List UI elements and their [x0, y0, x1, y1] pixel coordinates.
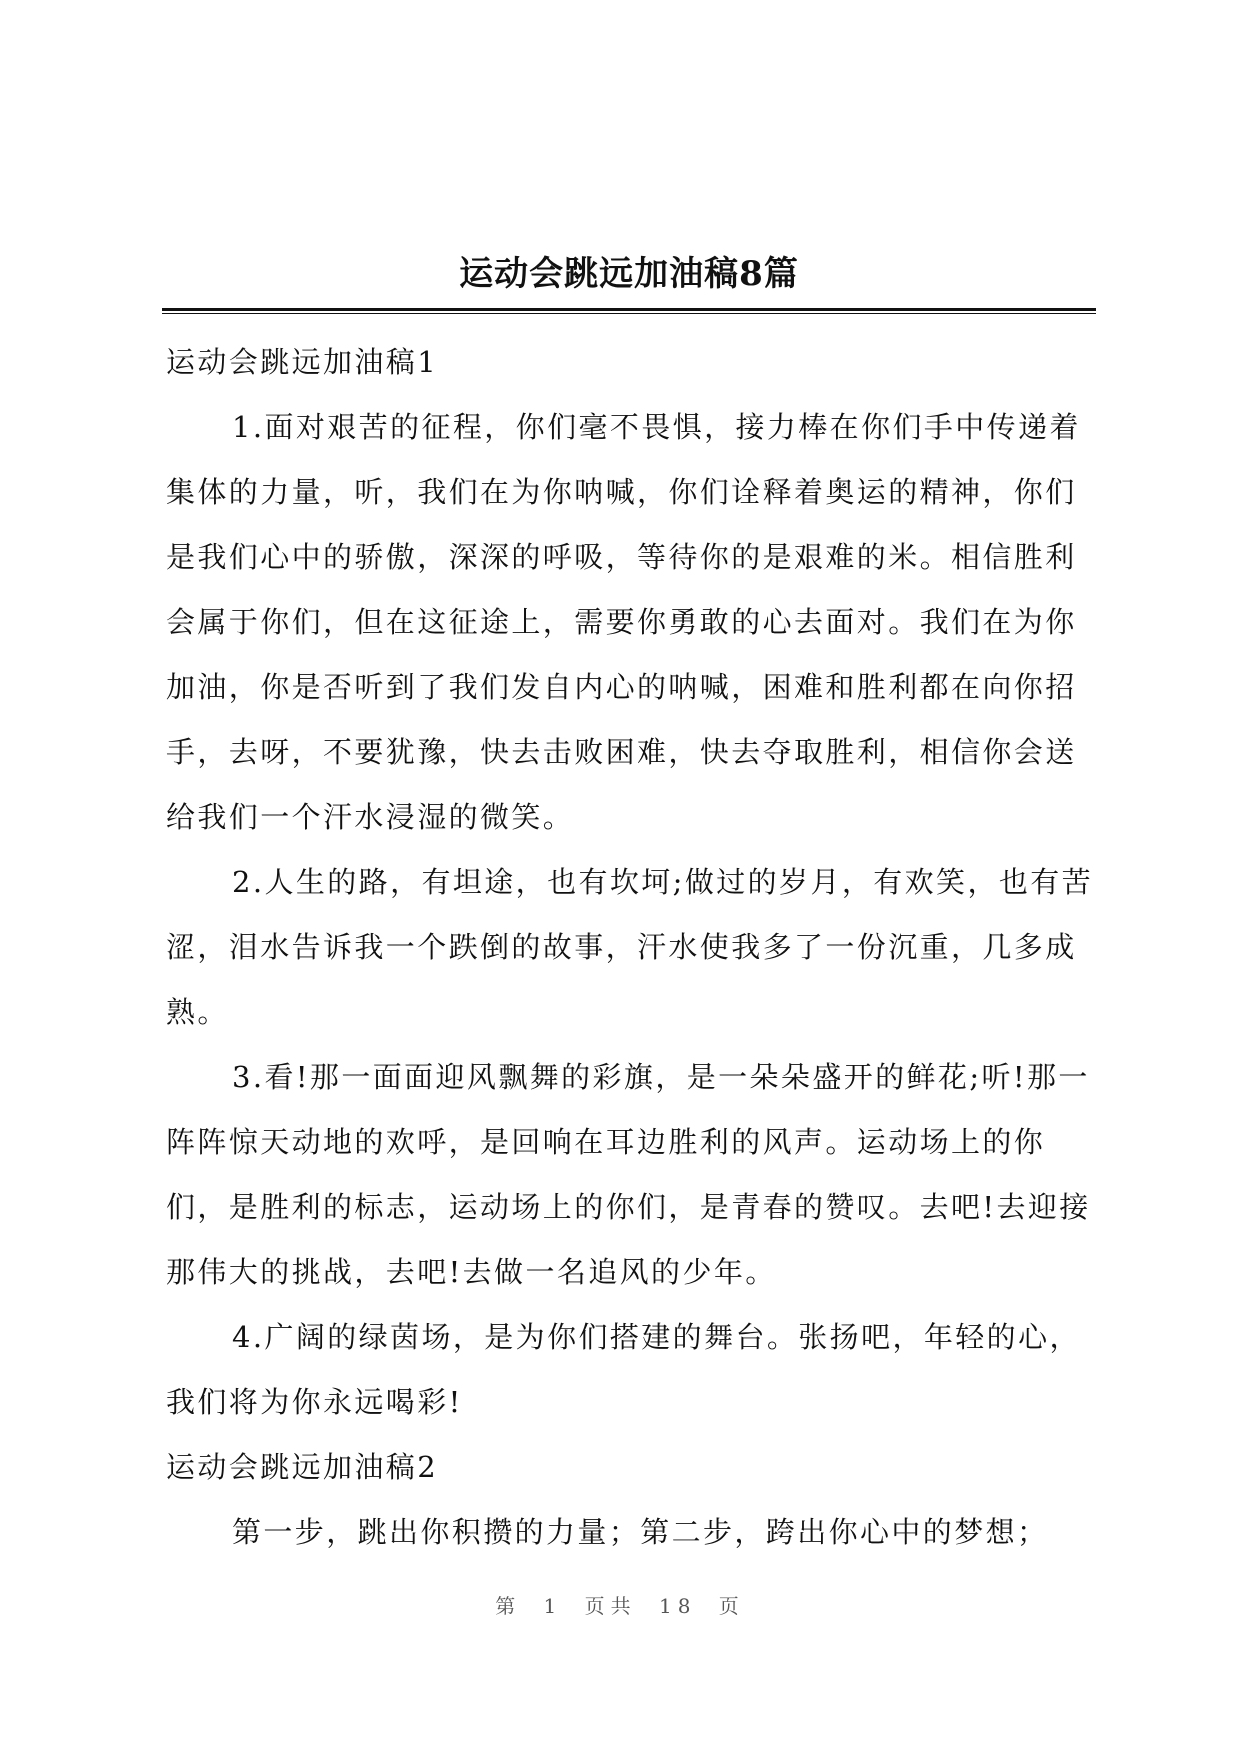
paragraph: 1.面对艰苦的征程，你们毫不畏惧，接力棒在你们手中传递着集体的力量，听，我们在为你呐喊，你们诠释着奥运的精神，你们是我们心中的骄傲，深深的呼吸，等待你的是艰难的米。相信胜利会属于你们，但在这征途上，需要你勇敢的心去面对。我们在为你加油，你是否听到了我们发自内心的呐喊，困难和胜利都在向你招手，去呀，不要犹豫，快去击败困难，快去夺取胜利，相信你会送给我们一个汗水浸湿的微笑。 — [166, 410, 1081, 834]
paragraph: 第一步，跳出你积攒的力量；第二步，跨出你心中的梦想； — [232, 1515, 1049, 1549]
document-body — [166, 330, 1100, 1565]
document-title: 运动会跳远加油稿8篇 — [459, 254, 799, 294]
paragraph: 2.人生的路，有坦途，也有坎坷;做过的岁月，有欢笑，也有苦涩，泪水告诉我一个跌倒的故事，汗水使我多了一份沉重，几多成熟。 — [166, 865, 1094, 1029]
section-heading: 运动会跳远加油稿1 — [166, 345, 439, 379]
paragraph: 4.广阔的绿茵场，是为你们搭建的舞台。张扬吧，年轻的心，我们将为你永远喝彩! — [166, 1320, 1081, 1419]
title-double-rule — [162, 308, 1096, 314]
section-heading: 运动会跳远加油稿2 — [166, 1450, 439, 1484]
paragraph: 3.看!那一面面迎风飘舞的彩旗，是一朵朵盛开的鲜花;听!那一阵阵惊天动地的欢呼，是回响在耳边胜利的风声。运动场上的你们，是胜利的标志，运动场上的你们，是青春的赞叹。去吧!去迎接那伟大的挑战，去吧!去做一名追风的少年。 — [166, 1060, 1091, 1289]
page-footer: 第 1 页共 18 页 — [495, 1594, 745, 1618]
